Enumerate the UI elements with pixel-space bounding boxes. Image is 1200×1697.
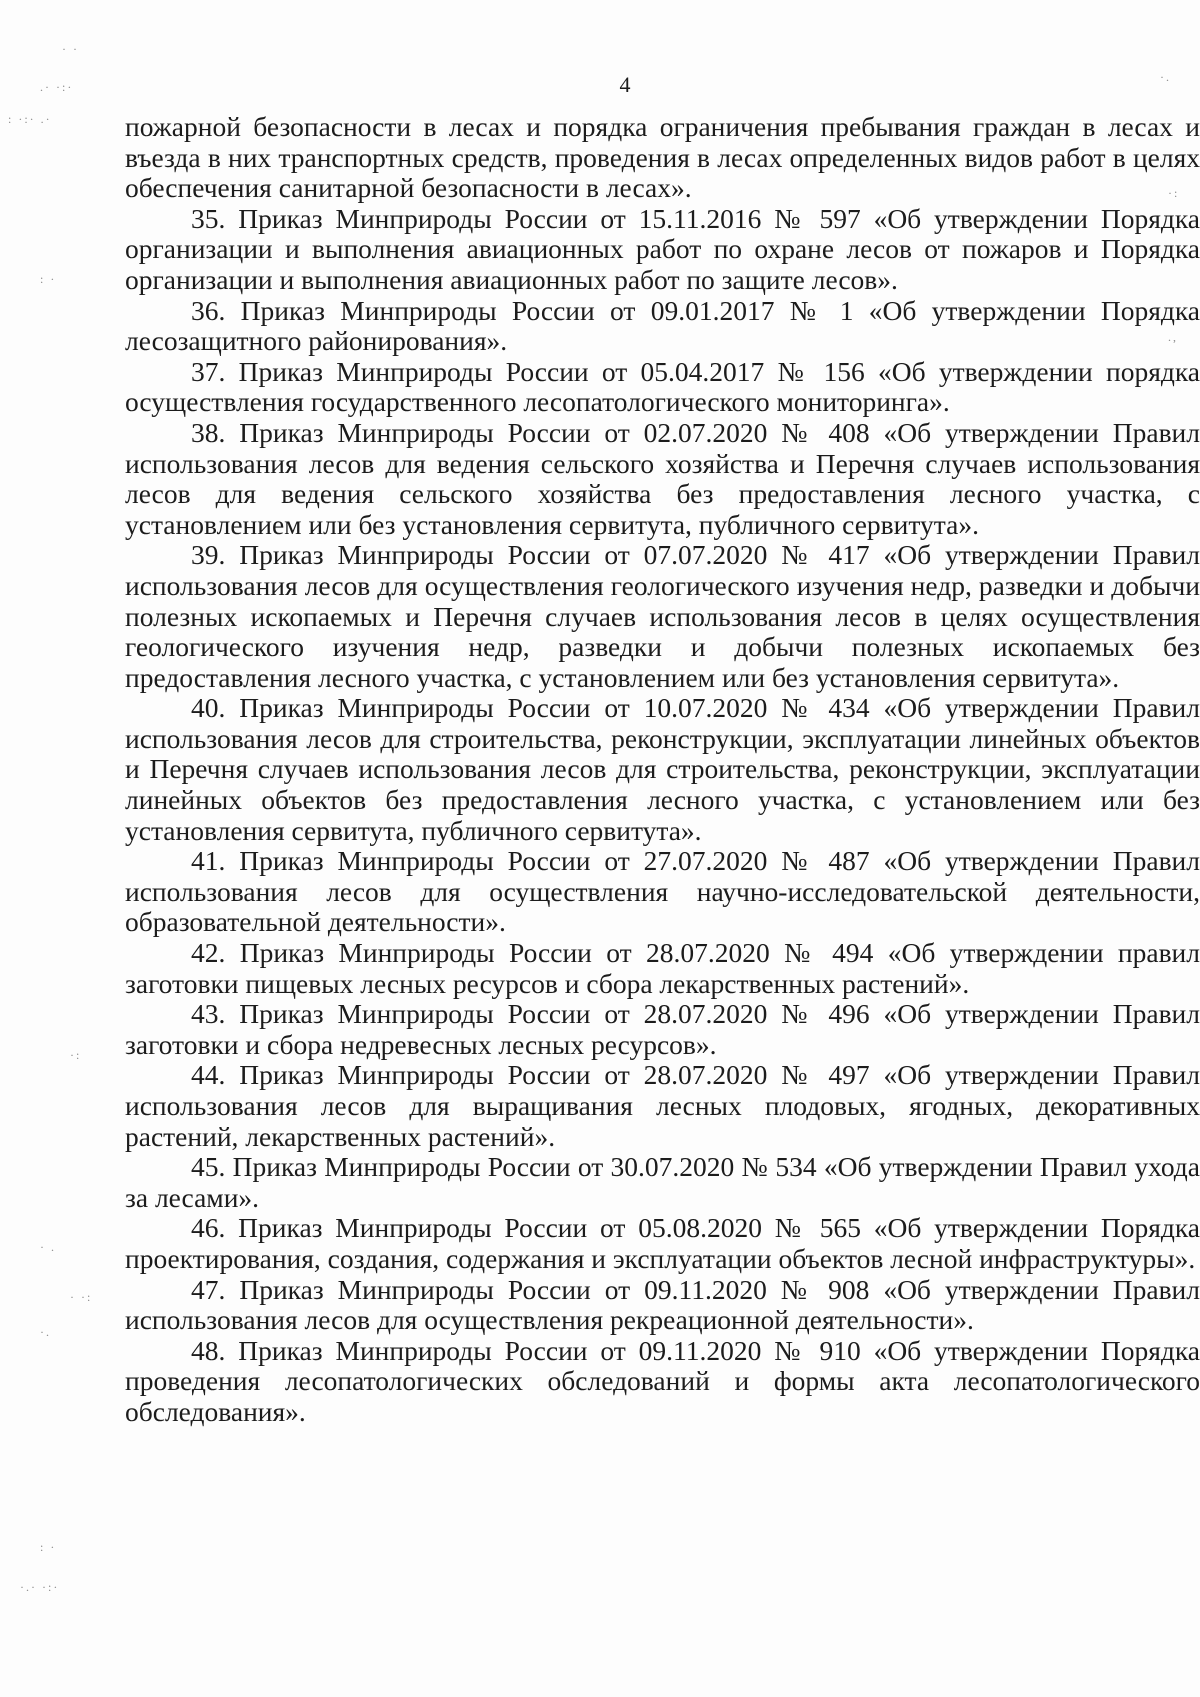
scan-speck: ·. xyxy=(1160,70,1171,84)
list-item: 45. Приказ Минприроды России от 30.07.2020 № 534 «Об утверждении Правил ухода за лесами». xyxy=(125,1151,1200,1213)
list-item: 40. Приказ Минприроды России от 10.07.2020 № 434 «Об утверждении Правил использования лесов для строительства, реконструкции, эксплуатации линейных объектов и Перечня случаев использования лесов для строительства, реконструкции, эксплуатации линейных объектов без предоставления лесного участка, с установлением или без установления сервитута, публичного сервитута». xyxy=(125,692,1200,846)
scan-speck: ·: xyxy=(70,1048,82,1062)
list-item: 42. Приказ Минприроды России от 28.07.2020 № 494 «Об утверждении правил заготовки пищевых лесных ресурсов и сбора лекарственных растений». xyxy=(125,937,1200,999)
continuation-paragraph: пожарной безопасности в лесах и порядка ограничения пребывания граждан в лесах и въезда в них транспортных средств, проведения в лесах определенных видов работ в целях обеспечения санитарной безопасности в лесах». xyxy=(125,111,1200,204)
page-number: 4 xyxy=(619,72,631,97)
scan-speck: · . xyxy=(40,1240,56,1254)
scan-speck: : ·:· .· xyxy=(8,112,52,126)
list-item: 48. Приказ Минприроды России от 09.11.2020 № 910 «Об утверждении Порядка проведения лесопатологических обследований и формы акта лесопатологического обследования». xyxy=(125,1334,1200,1427)
scan-speck: ·: xyxy=(1168,186,1180,200)
list-item: 38. Приказ Минприроды России от 02.07.2020 № 408 «Об утверждении Правил использования лесов для ведения сельского хозяйства и Перечня случаев использования лесов для ведения сельского хозяйства без предоставления лесного участка, с установлением или без установления сервитута, публичного сервитута». xyxy=(125,416,1200,540)
list-item: 43. Приказ Минприроды России от 28.07.2020 № 496 «Об утверждении Правил заготовки и сбора недревесных лесных ресурсов». xyxy=(125,998,1200,1060)
list-item: 39. Приказ Минприроды России от 07.07.2020 № 417 «Об утверждении Правил использования лесов для осуществления геологического изучения недр, разведки и добычи полезных ископаемых и Перечня случаев использования лесов в целях осуществления геологического изучения недр, разведки и добычи полезных ископаемых без предоставления лесного участка, с установлением или без установления сервитута». xyxy=(125,539,1200,693)
list-item: 41. Приказ Минприроды России от 27.07.2020 № 487 «Об утверждении Правил использования лесов для осуществления научно-исследовательской деятельности, образовательной деятельности». xyxy=(125,845,1200,938)
scan-speck: · · xyxy=(62,42,79,56)
list-item: 46. Приказ Минприроды России от 05.08.2020 № 565 «Об утверждении Порядка проектирования, создания, содержания и эксплуатации объектов лесной инфраструктуры». xyxy=(125,1212,1200,1274)
scan-speck: ·.· ·:· xyxy=(20,1580,60,1594)
scan-speck: : · xyxy=(40,1540,57,1554)
scan-speck: ·. xyxy=(40,1325,51,1339)
list-item: 36. Приказ Минприроды России от 09.01.2017 № 1 «Об утверждении Порядка лесозащитного районирования». xyxy=(125,294,1200,357)
list-item: 44. Приказ Минприроды России от 28.07.2020 № 497 «Об утверждении Правил использования лесов для выращивания лесных плодовых, ягодных, декоративных растений, лекарственных растений». xyxy=(125,1059,1200,1152)
scan-speck: · ·: xyxy=(70,1290,93,1304)
scan-speck: .· ·:· xyxy=(40,80,74,94)
scan-speck: : · xyxy=(40,272,57,286)
list-item: 37. Приказ Минприроды России от 05.04.2017 № 156 «Об утверждении порядка осуществления государственного лесопатологического мониторинга». xyxy=(125,355,1200,418)
list-item: 47. Приказ Минприроды России от 09.11.2020 № 908 «Об утверждении Правил использования лесов для осуществления рекреационной деятельности». xyxy=(125,1273,1200,1336)
list-item: 35. Приказ Минприроды России от 15.11.2016 № 597 «Об утверждении Порядка организации и выполнения авиационных работ по охране лесов от пожаров и Порядка организации и выполнения авиационных работ по защите лесов». xyxy=(125,202,1200,295)
document-body xyxy=(125,112,1200,1428)
scan-speck: ., xyxy=(1168,330,1178,344)
